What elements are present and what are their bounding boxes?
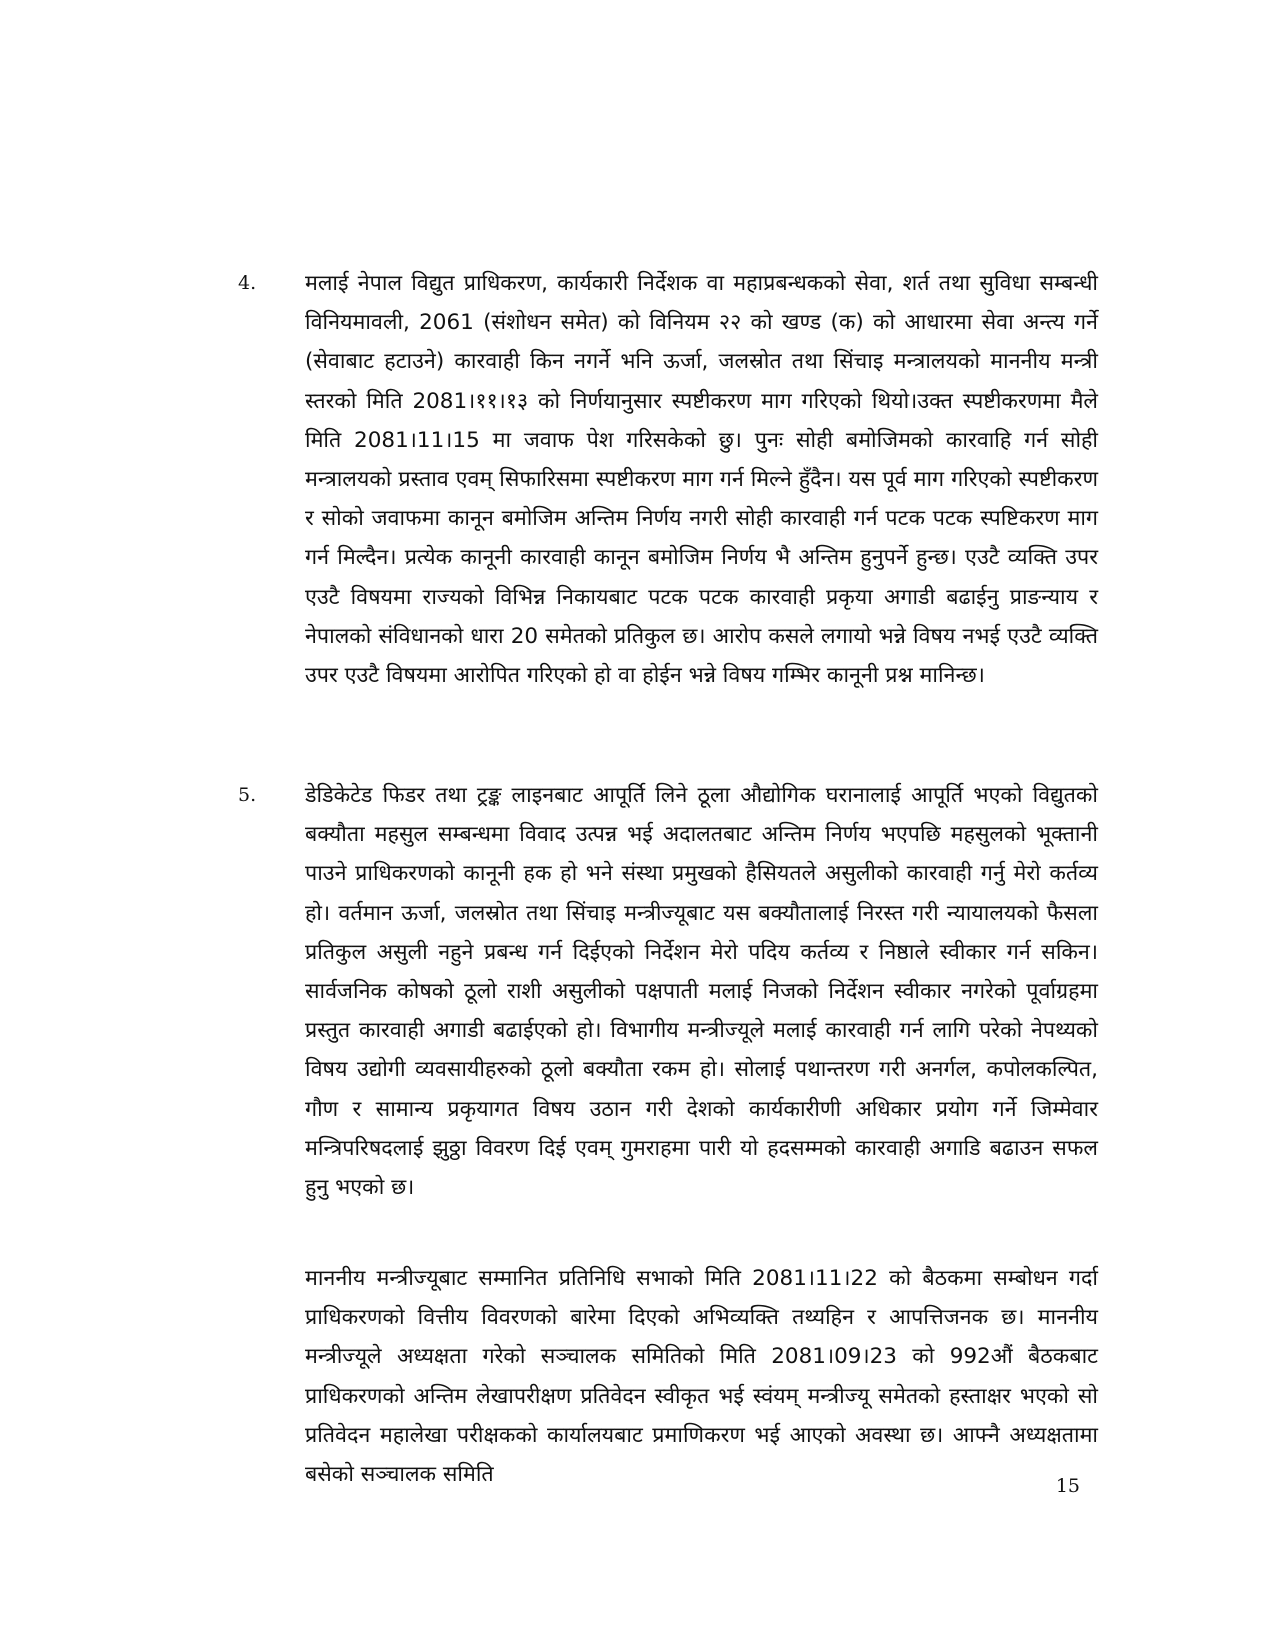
paragraph-number: 5. xyxy=(238,784,257,806)
paragraph-text: मलाई नेपाल विद्युत प्राधिकरण, कार्यकारी निर्देशक वा महाप्रबन्धकको सेवा, शर्त तथा सुविधा सम्बन्धी विनियमावली, 2061 (संशोधन समेत) को विनियम २२ को खण्ड (क) को आधारमा सेवा अन्त्य गर्ने (सेवाबाट हटाउने) कारवाही किन नगर्ने भनि ऊर्जा, जलस्रोत तथा सिंचाइ मन्त्रालयको माननीय मन्त्री स्तरको मिति 2081।११।१३ को निर्णयानुसार स्पष्टीकरण माग गरिएको थियो।उक्त स्पष्टीकरणमा मैले मिति 2081।11।15 मा जवाफ पेश गरिसकेको छु। पुनः सोही बमोजिमको कारवाहि गर्न सोही मन्त्रालयको प्रस्ताव एवम् सिफारिसमा स्पष्टीकरण माग गर्न मिल्ने हुँदैन। यस पूर्व माग गरिएको स्पष्टीकरण र सोको जवाफमा कानून बमोजिम अन्तिम निर्णय नगरी सोही कारवाही गर्न पटक पटक स्पष्टिकरण माग गर्न मिल्दैन। प्रत्येक कानूनी कारवाही कानून बमोजिम निर्णय भै अन्तिम हुनुपर्ने हुन्छ। एउटै व्यक्ति उपर एउटै विषयमा राज्यको विभिन्न निकायबाट पटक पटक कारवाही प्रकृया अगाडी बढाईनु प्राङन्याय र नेपालको संविधानको धारा 20 समेतको प्रतिकुल छ। आरोप कसले लगायो भन्ने विषय नभई एउटै व्यक्ति उपर एउटै विषयमा आरोपित गरिएको हो वा होईन भन्ने विषय गम्भिर कानूनी प्रश्न मानिन्छ। xyxy=(305,271,1098,689)
paragraph-text: डेडिकेटेड फिडर तथा ट्रङ्क लाइनबाट आपूर्ति लिने ठूला औद्योगिक घरानालाई आपूर्ति भएको विद्युतको बक्यौता महसुल सम्बन्धमा विवाद उत्पन्न भई अदालतबाट अन्तिम निर्णय भएपछि महसुलको भूक्तानी पाउने प्राधिकरणको कानूनी हक हो भने संस्था प्रमुखको हैसियतले असुलीको कारवाही गर्नु मेरो कर्तव्य हो। वर्तमान ऊर्जा, जलस्रोत तथा सिंचाइ मन्त्रीज्यूबाट यस बक्यौतालाई निरस्त गरी न्यायालयको फैसला प्रतिकुल असुली नहुने प्रबन्ध गर्न दिईएको निर्देशन मेरो पदिय कर्तव्य र निष्ठाले स्वीकार गर्न सकिन। सार्वजनिक कोषको ठूलो राशी असुलीको पक्षपाती मलाई निजको निर्देशन स्वीकार नगरेको पूर्वाग्रहमा प्रस्तुत कारवाही अगाडी बढाईएको हो। विभागीय मन्त्रीज्यूले मलाई कारवाही गर्न लागि परेको नेपथ्यको विषय उद्योगी व्यवसायीहरुको ठूलो बक्यौता रकम हो। सोलाई पथान्तरण गरी अनर्गल, कपोलकल्पित, गौण र सामान्य प्रकृयागत विषय उठान गरी देशको कार्यकारीणी अधिकार प्रयोग गर्ने जिम्मेवार मन्त्रिपरिषदलाई झुठ्ठा विवरण दिई एवम् गुमराहमा पारी यो हदसम्मको कारवाही अगाडि बढाउन सफल हुनु भएको छ। xyxy=(305,783,1098,1201)
page-number: 15 xyxy=(1055,1475,1080,1497)
paragraph-number: 4. xyxy=(238,272,257,294)
paragraph-continuation-text: माननीय मन्त्रीज्यूबाट सम्मानित प्रतिनिधि सभाको मिति 2081।11।22 को बैठकमा सम्बोधन गर्दा प्राधिकरणको वित्तीय विवरणको बारेमा दिएको अभिव्यक्ति तथ्यहिन र आपत्तिजनक छ। माननीय मन्त्रीज्यूले अध्यक्षता गरेको सञ्चालक समितिको मिति 2081।09।23 को 992औं बैठकबाट प्राधिकरणको अन्तिम लेखापरीक्षण प्रतिवेदन स्वीकृत भई स्वंयम् मन्त्रीज्यू समेतको हस्ताक्षर भएको सो प्रतिवेदन महालेखा परीक्षकको कार्यालयबाट प्रमाणिकरण भई आएको अवस्था छ। आफ्नै अध्यक्षतामा बसेको सञ्चालक समिति xyxy=(305,1266,1098,1488)
